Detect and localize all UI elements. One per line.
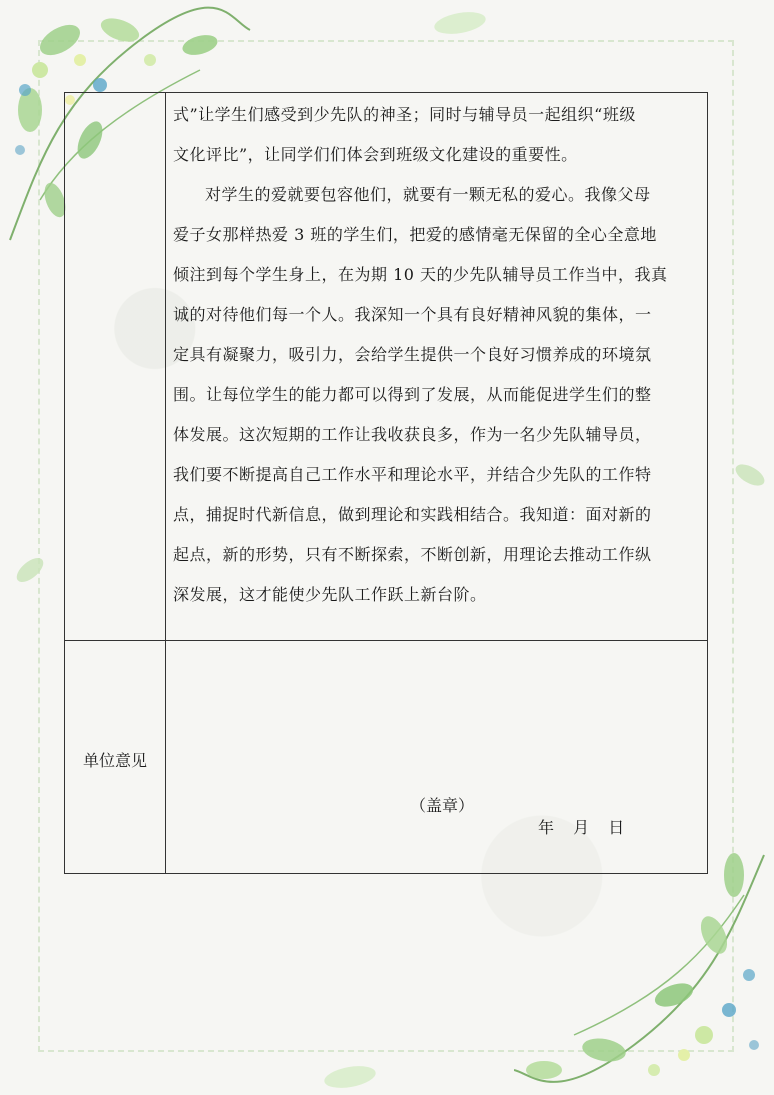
leaf-decoration-top xyxy=(430,8,490,38)
text-line: 文化评比”，让同学们们体会到班级文化建设的重要性。 xyxy=(173,145,578,164)
leaf-decoration-left xyxy=(10,550,50,590)
text-line: 式”让学生们感受到少先队的神圣；同时与辅导员一起组织“班级 xyxy=(173,105,636,124)
text-line: 倾注到每个学生身上，在为期 10 天的少先队辅导员工作当中，我真 xyxy=(173,265,668,284)
date-month: 月 xyxy=(573,818,590,837)
text-line: 体发展。这次短期的工作让我收获良多，作为一名少先队辅导员， xyxy=(173,425,652,444)
text-line: 围。让每位学生的能力都可以得到了发展，从而能促进学生们的整 xyxy=(173,385,652,404)
row-divider xyxy=(65,640,707,641)
text-line: 我们要不断提高自己工作水平和理论水平，并结合少先队的工作特 xyxy=(173,465,652,484)
date-day: 日 xyxy=(608,818,625,837)
text-line: 定具有凝聚力，吸引力，会给学生提供一个良好习惯养成的环境氛 xyxy=(173,345,652,364)
text-line: 点，捕捉时代新信息，做到理论和实践相结合。我知道：面对新的 xyxy=(173,505,652,524)
text-line: 对学生的爱就要包容他们，就要有一颗无私的爱心。我像父母 xyxy=(205,185,651,204)
text-line: 深发展，这才能使少先队工作跃上新台阶。 xyxy=(173,585,487,604)
text-line: 诚的对待他们每一个人。我深知一个具有良好精神风貌的集体，一 xyxy=(173,305,652,324)
paragraph-2 xyxy=(173,175,701,615)
text-line: 起点，新的形势，只有不断探索，不断创新，用理论去推动工作纵 xyxy=(173,545,652,564)
column-divider xyxy=(165,93,166,873)
date-year: 年 xyxy=(538,818,555,837)
summary-text xyxy=(173,95,701,615)
document-table xyxy=(64,92,708,874)
leaf-decoration-right xyxy=(730,455,770,495)
seal-label: （盖章） xyxy=(410,796,475,815)
paragraph-1 xyxy=(173,95,701,175)
leaf-decoration-bottom xyxy=(320,1062,380,1092)
text-line: 爱子女那样热爱 3 班的学生们，把爱的感情毫无保留的全心全意地 xyxy=(173,225,657,244)
unit-opinion-label: 单位意见 xyxy=(82,751,147,770)
date-line xyxy=(538,815,638,838)
floral-decoration-bottom-right xyxy=(514,835,774,1095)
